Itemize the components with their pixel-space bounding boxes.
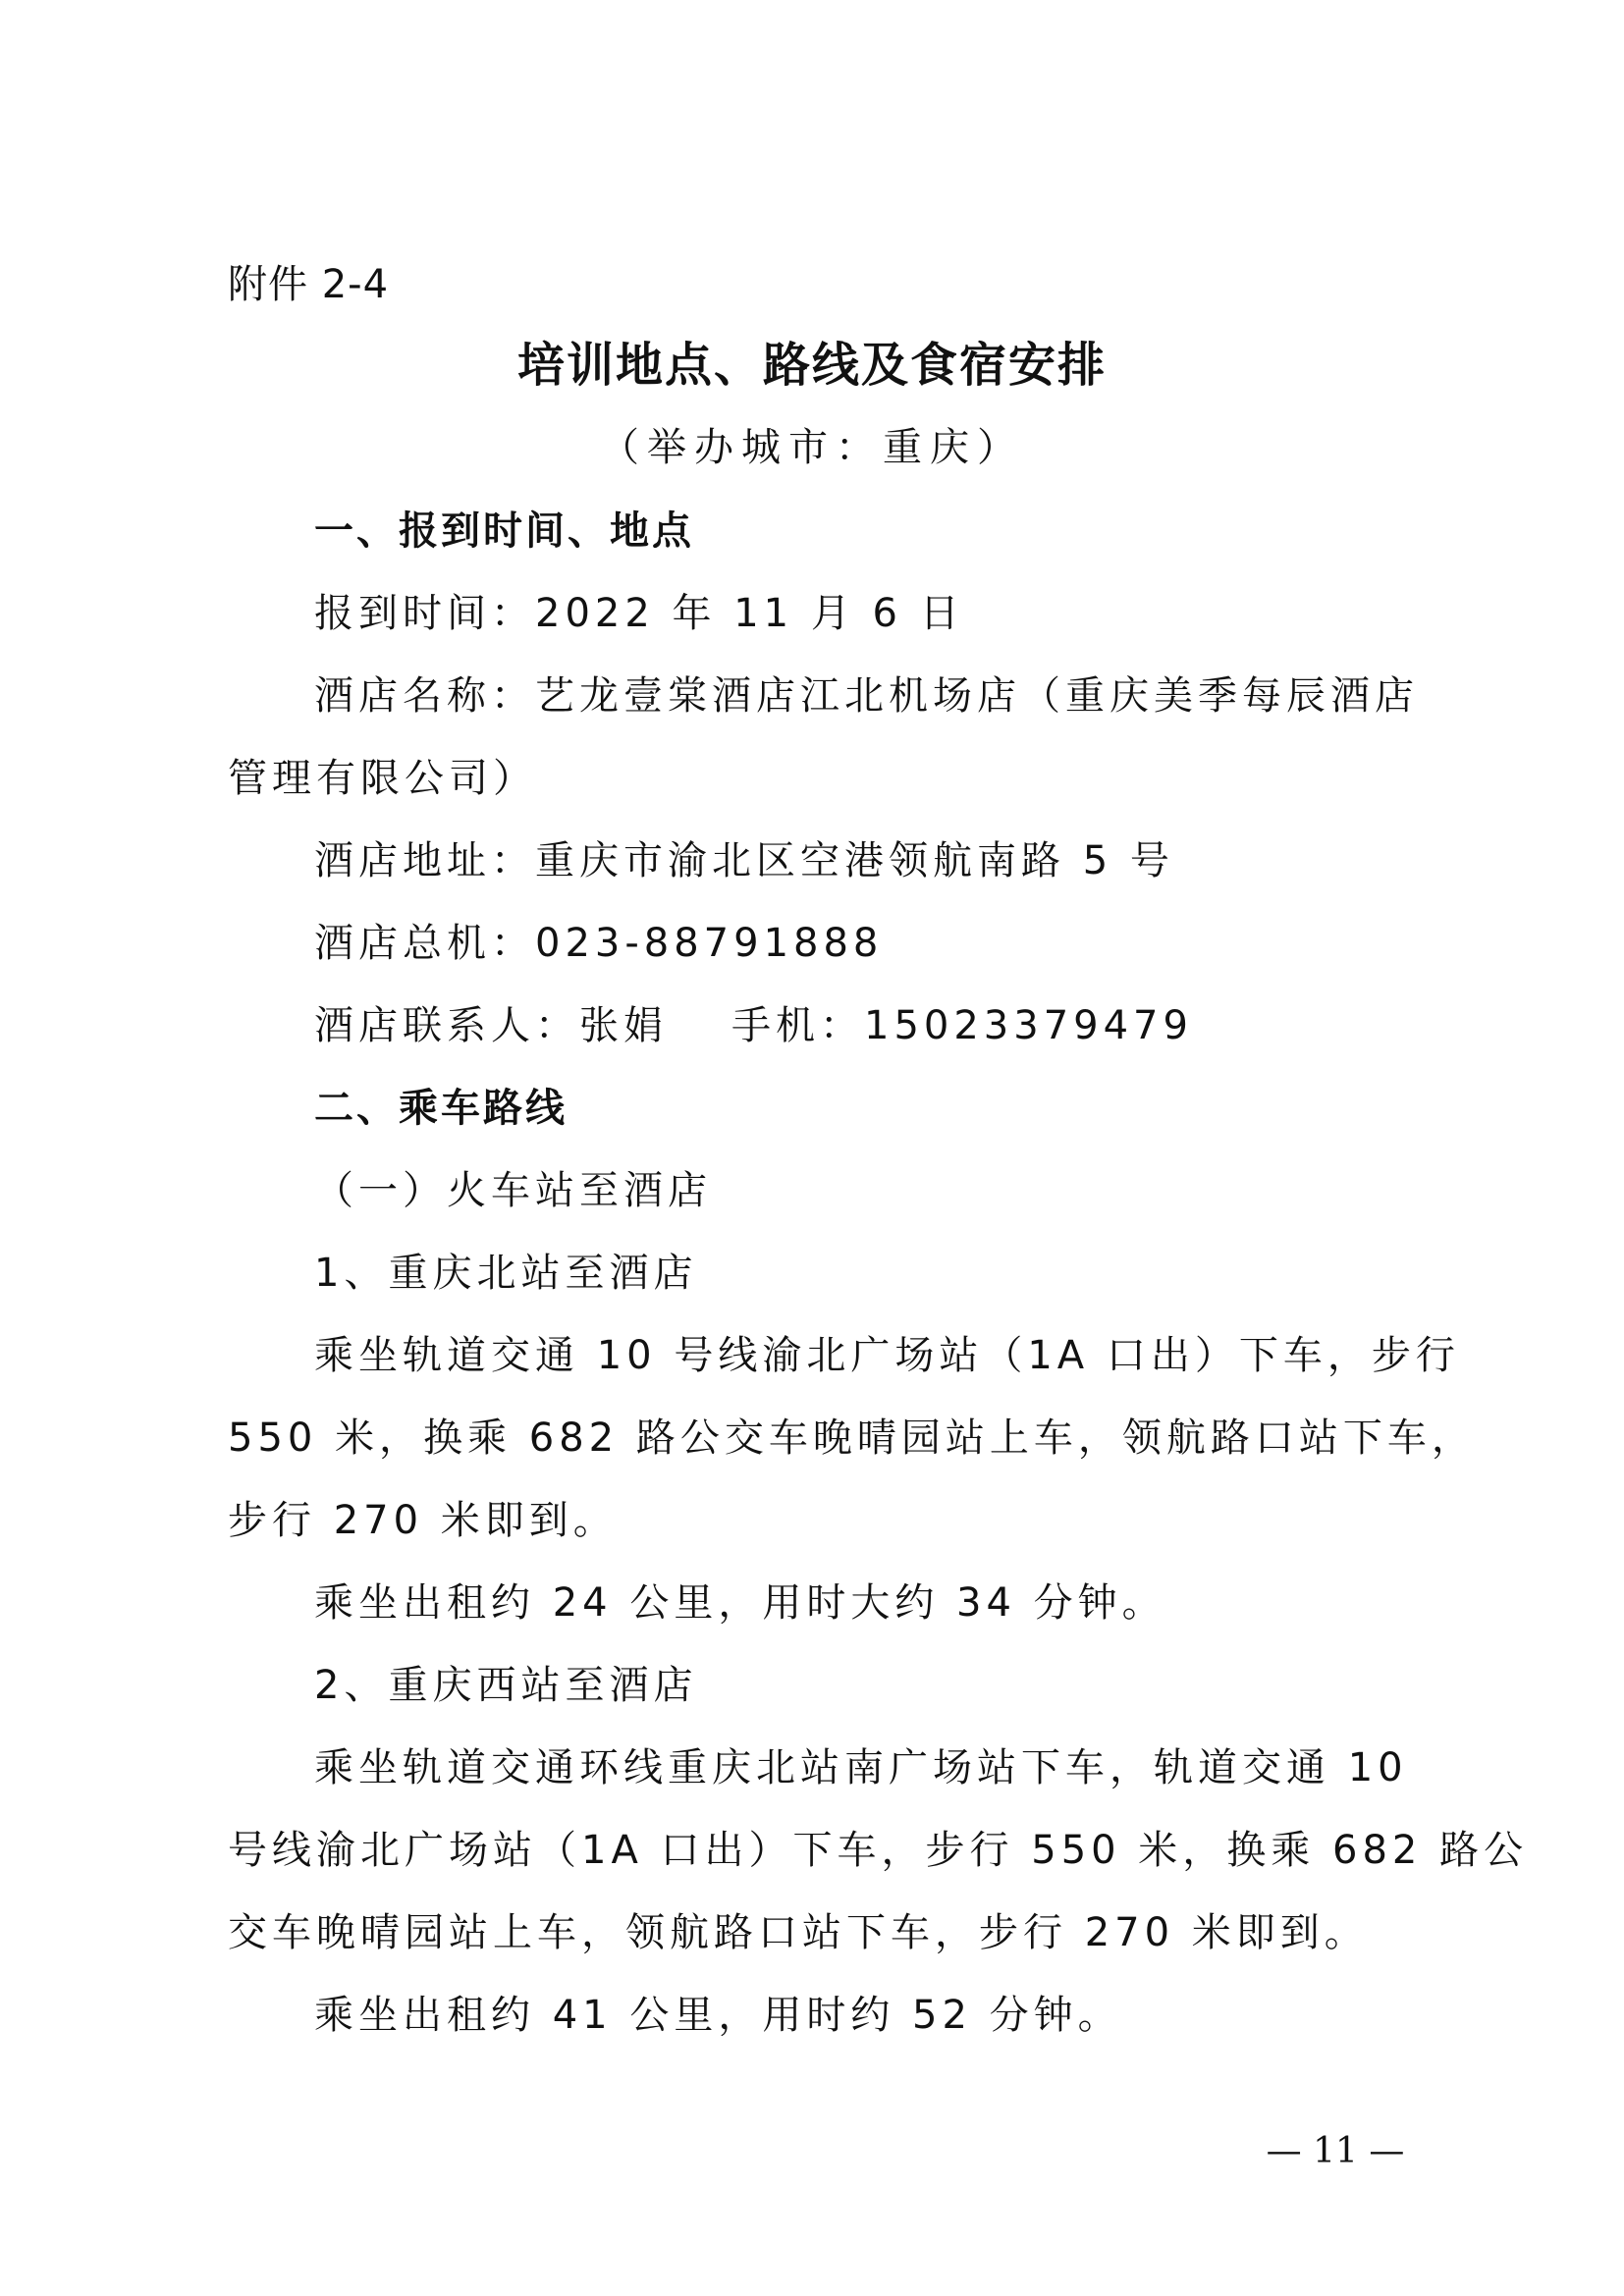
- route2-desc-line3: 交车晚晴园站上车，领航路口站下车，步行 270 米即到。: [228, 1910, 1369, 1955]
- route2-desc-line2: 号线渝北广场站（1A 口出）下车，步行 550 米，换乘 682 路公: [228, 1828, 1529, 1873]
- route2-taxi: 乘坐出租约 41 公里，用时约 52 分钟。: [314, 1993, 1122, 2038]
- route2-desc-line1: 乘坐轨道交通环线重庆北站南广场站下车，轨道交通 10: [314, 1745, 1408, 1790]
- attachment-label: 附件 2-4: [228, 262, 390, 307]
- route1-desc-line2: 550 米，换乘 682 路公交车晚晴园站上车，领航路口站下车，: [228, 1415, 1476, 1461]
- hotel-name-line1: 酒店名称：艺龙壹棠酒店江北机场店（重庆美季每辰酒店: [314, 673, 1419, 719]
- train-station-subheading: （一）火车站至酒店: [314, 1168, 712, 1213]
- hotel-mobile: 手机：15023379479: [731, 1003, 1193, 1048]
- page-number: — 11 —: [1266, 2131, 1405, 2171]
- hotel-name-line2: 管理有限公司）: [228, 756, 537, 801]
- report-time: 报到时间：2022 年 11 月 6 日: [314, 591, 964, 636]
- document-subtitle: （举办城市：重庆）: [600, 425, 1024, 470]
- route1-desc-line3: 步行 270 米即到。: [228, 1498, 618, 1543]
- section1-heading: 一、报到时间、地点: [314, 508, 694, 554]
- route1-desc-line1: 乘坐轨道交通 10 号线渝北广场站（1A 口出）下车，步行: [314, 1333, 1460, 1378]
- route1-title: 1、重庆北站至酒店: [314, 1251, 698, 1296]
- route2-title: 2、重庆西站至酒店: [314, 1663, 698, 1708]
- section2-heading: 二、乘车路线: [314, 1086, 568, 1131]
- document-title: 培训地点、路线及食宿安排: [516, 338, 1107, 393]
- route1-taxi: 乘坐出租约 24 公里，用时大约 34 分钟。: [314, 1580, 1166, 1626]
- hotel-address: 酒店地址：重庆市渝北区空港领航南路 5 号: [314, 838, 1174, 883]
- hotel-contact: 酒店联系人：张娟: [314, 1003, 668, 1048]
- hotel-phone: 酒店总机：023-88791888: [314, 921, 884, 966]
